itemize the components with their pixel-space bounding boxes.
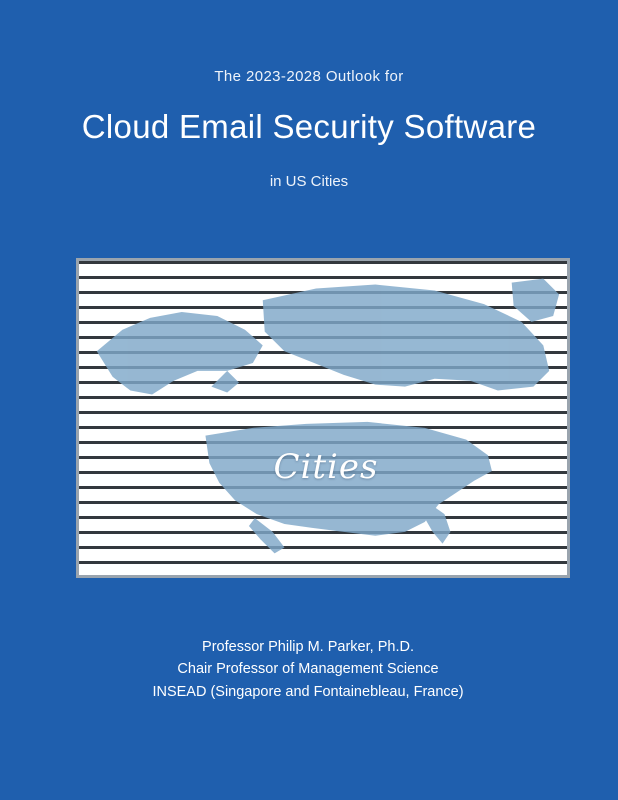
map-label: Cities xyxy=(273,447,379,487)
title-block xyxy=(0,68,618,190)
author-name: Professor Philip M. Parker, Ph.D. xyxy=(202,639,414,655)
author-block xyxy=(78,636,538,703)
author-affiliation: INSEAD (Singapore and Fontainebleau, France) xyxy=(152,683,464,700)
page-title: Cloud Email Security Software xyxy=(81,108,537,145)
author-title: Chair Professor of Management Science xyxy=(177,661,439,678)
map-panel xyxy=(76,258,570,578)
cover-supertitle: The 2023-2028 Outlook for xyxy=(214,68,404,85)
cover-subtitle: in US Cities xyxy=(269,172,349,190)
us-map-illustration xyxy=(79,261,567,575)
